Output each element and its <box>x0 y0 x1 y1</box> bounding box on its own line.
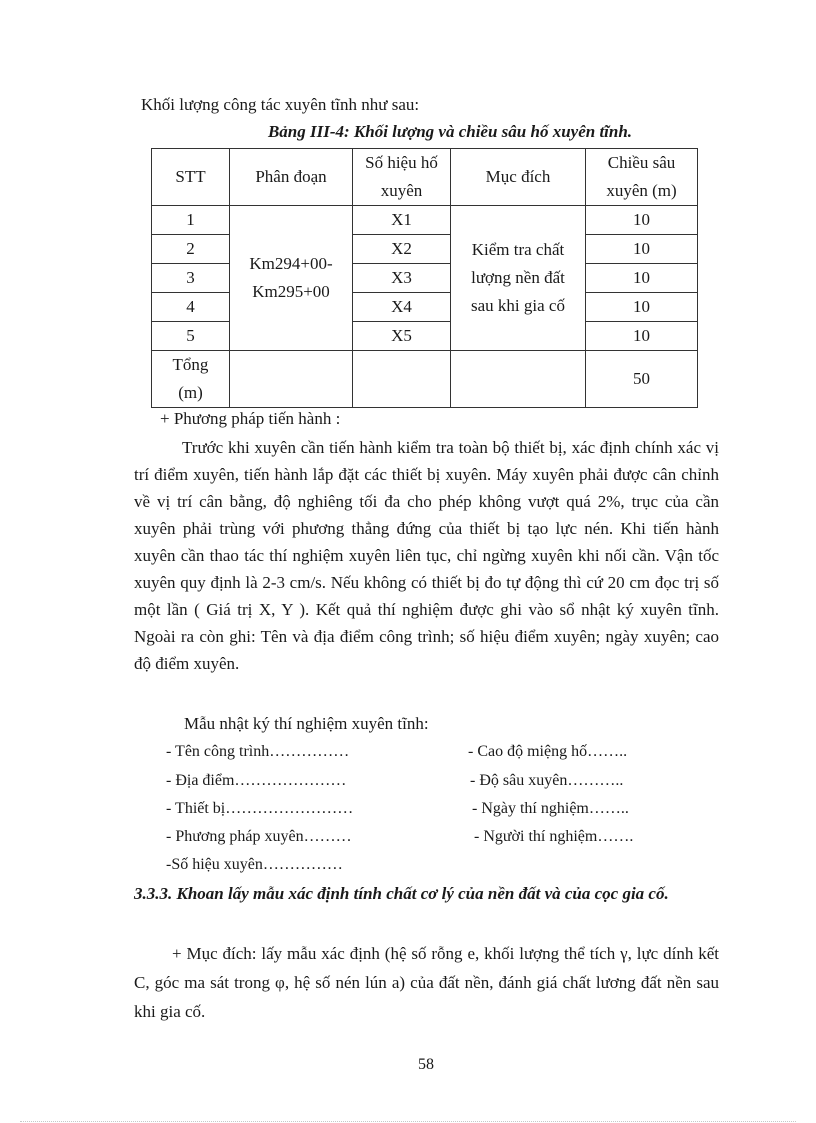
intro-text: Khối lượng công tác xuyên tĩnh như sau: <box>141 95 420 114</box>
log-title: Mẫu nhật ký thí nghiệm xuyên tĩnh: <box>184 714 429 733</box>
field-phuong-phap: - Phương pháp xuyên……… <box>166 828 352 845</box>
cell-hole: X5 <box>353 322 451 351</box>
header-chieu-sau-line2: xuyên (m) <box>606 181 677 200</box>
cell-hole: X1 <box>353 206 451 235</box>
header-stt: STT <box>152 149 230 206</box>
header-so-hieu-line1: Số hiệu hố <box>365 153 438 172</box>
table-caption: Bảng III-4: Khối lượng và chiều sâu hố xuyên tĩnh. <box>267 122 633 141</box>
purpose-line1: Kiểm tra chất <box>471 240 565 259</box>
field-dia-diem: - Địa điểm………………… <box>166 772 347 789</box>
header-muc-dich: Mục đích <box>451 149 586 206</box>
section-heading: 3.3.3. Khoan lấy mẫu xác định tính chất cơ lý của nền đất và của cọc gia cố. <box>134 884 669 903</box>
total-line1: Tổng <box>172 355 209 374</box>
method-bullet: + Phương pháp tiến hành : <box>160 409 341 428</box>
page-number: 58 <box>418 1056 434 1073</box>
header-phan-doan: Phân đoạn <box>230 149 353 206</box>
total-line2: (m) <box>178 383 203 402</box>
purpose-line2: lượng nền đất <box>471 268 565 287</box>
header-so-hieu-line2: xuyên <box>380 181 423 200</box>
cell-depth: 10 <box>586 293 698 322</box>
cell-hole: X3 <box>353 264 451 293</box>
table-header-row <box>152 149 698 206</box>
cell-stt: 5 <box>152 322 230 351</box>
cell-hole: X4 <box>353 293 451 322</box>
cell-depth: 10 <box>586 235 698 264</box>
table-total-row <box>152 351 698 408</box>
segment-line1: Km294+00- <box>249 254 333 273</box>
segment-line2: Km295+00 <box>252 282 330 301</box>
cell-empty <box>230 351 353 408</box>
table-row <box>152 206 698 235</box>
cell-depth: 10 <box>586 264 698 293</box>
cell-empty <box>353 351 451 408</box>
cell-stt: 4 <box>152 293 230 322</box>
cell-total-label <box>152 351 230 408</box>
cell-depth: 10 <box>586 206 698 235</box>
header-chieu-sau-line1: Chiều sâu <box>607 153 676 172</box>
purpose-paragraph: + Mục đích: lấy mẫu xác định (hệ số rỗng e, khối lượng thể tích γ, lực dính kết C, góc ma sát trong φ, hệ số nén lún a) của đất nền, đánh giá chất lương đất nền sau khi gia cố. <box>134 944 719 1021</box>
field-ngay: - Ngày thí nghiệm…….. <box>472 800 629 817</box>
purpose-line3: sau khi gia cố <box>471 296 565 315</box>
cell-stt: 1 <box>152 206 230 235</box>
header-so-hieu <box>353 149 451 206</box>
field-ten-cong-trinh: - Tên công trình…………… <box>166 743 350 760</box>
cell-purpose <box>451 206 586 351</box>
penetration-table <box>151 148 698 408</box>
cell-depth: 10 <box>586 322 698 351</box>
field-nguoi: - Người thí nghiệm……. <box>474 828 634 845</box>
field-do-sau: - Độ sâu xuyên……….. <box>470 772 624 789</box>
cell-segment <box>230 206 353 351</box>
cell-hole: X2 <box>353 235 451 264</box>
field-cao-do: - Cao độ miệng hố…….. <box>468 743 628 760</box>
cell-total-value: 50 <box>586 351 698 408</box>
footer-divider <box>20 1121 796 1122</box>
cell-stt: 3 <box>152 264 230 293</box>
method-paragraph: Trước khi xuyên cần tiến hành kiểm tra toàn bộ thiết bị, xác định chính xác vị trí điểm xuyên, tiến hành lắp đặt các thiết bị xuyên. Máy xuyên phải được cân chỉnh về vị trí cân bằng, độ nghiêng tối đa cho phép không vượt quá 2%, trục của cần xuyên phải trùng với phương thẳng đứng của thiết bị tạo lực nén. Khi tiến hành xuyên cần thao tác thí nghiệm xuyên liên tục, chỉ ngừng xuyên khi nối cần. Vận tốc xuyên quy định là 2-3 cm/s. Nếu không có thiết bị đo tự động thì cứ 20 cm đọc trị số một lần ( Giá trị X, Y ). Kết quả thí nghiệm được ghi vào sổ nhật ký xuyên tĩnh. Ngoài ra còn ghi: Tên và địa điểm công trình; số hiệu điểm xuyên; ngày xuyên; cao độ điểm xuyên. <box>134 438 719 673</box>
field-thiet-bi: - Thiết bị…………………… <box>166 800 354 817</box>
field-so-hieu: -Số hiệu xuyên…………… <box>166 856 343 873</box>
header-chieu-sau <box>586 149 698 206</box>
cell-empty <box>451 351 586 408</box>
cell-stt: 2 <box>152 235 230 264</box>
